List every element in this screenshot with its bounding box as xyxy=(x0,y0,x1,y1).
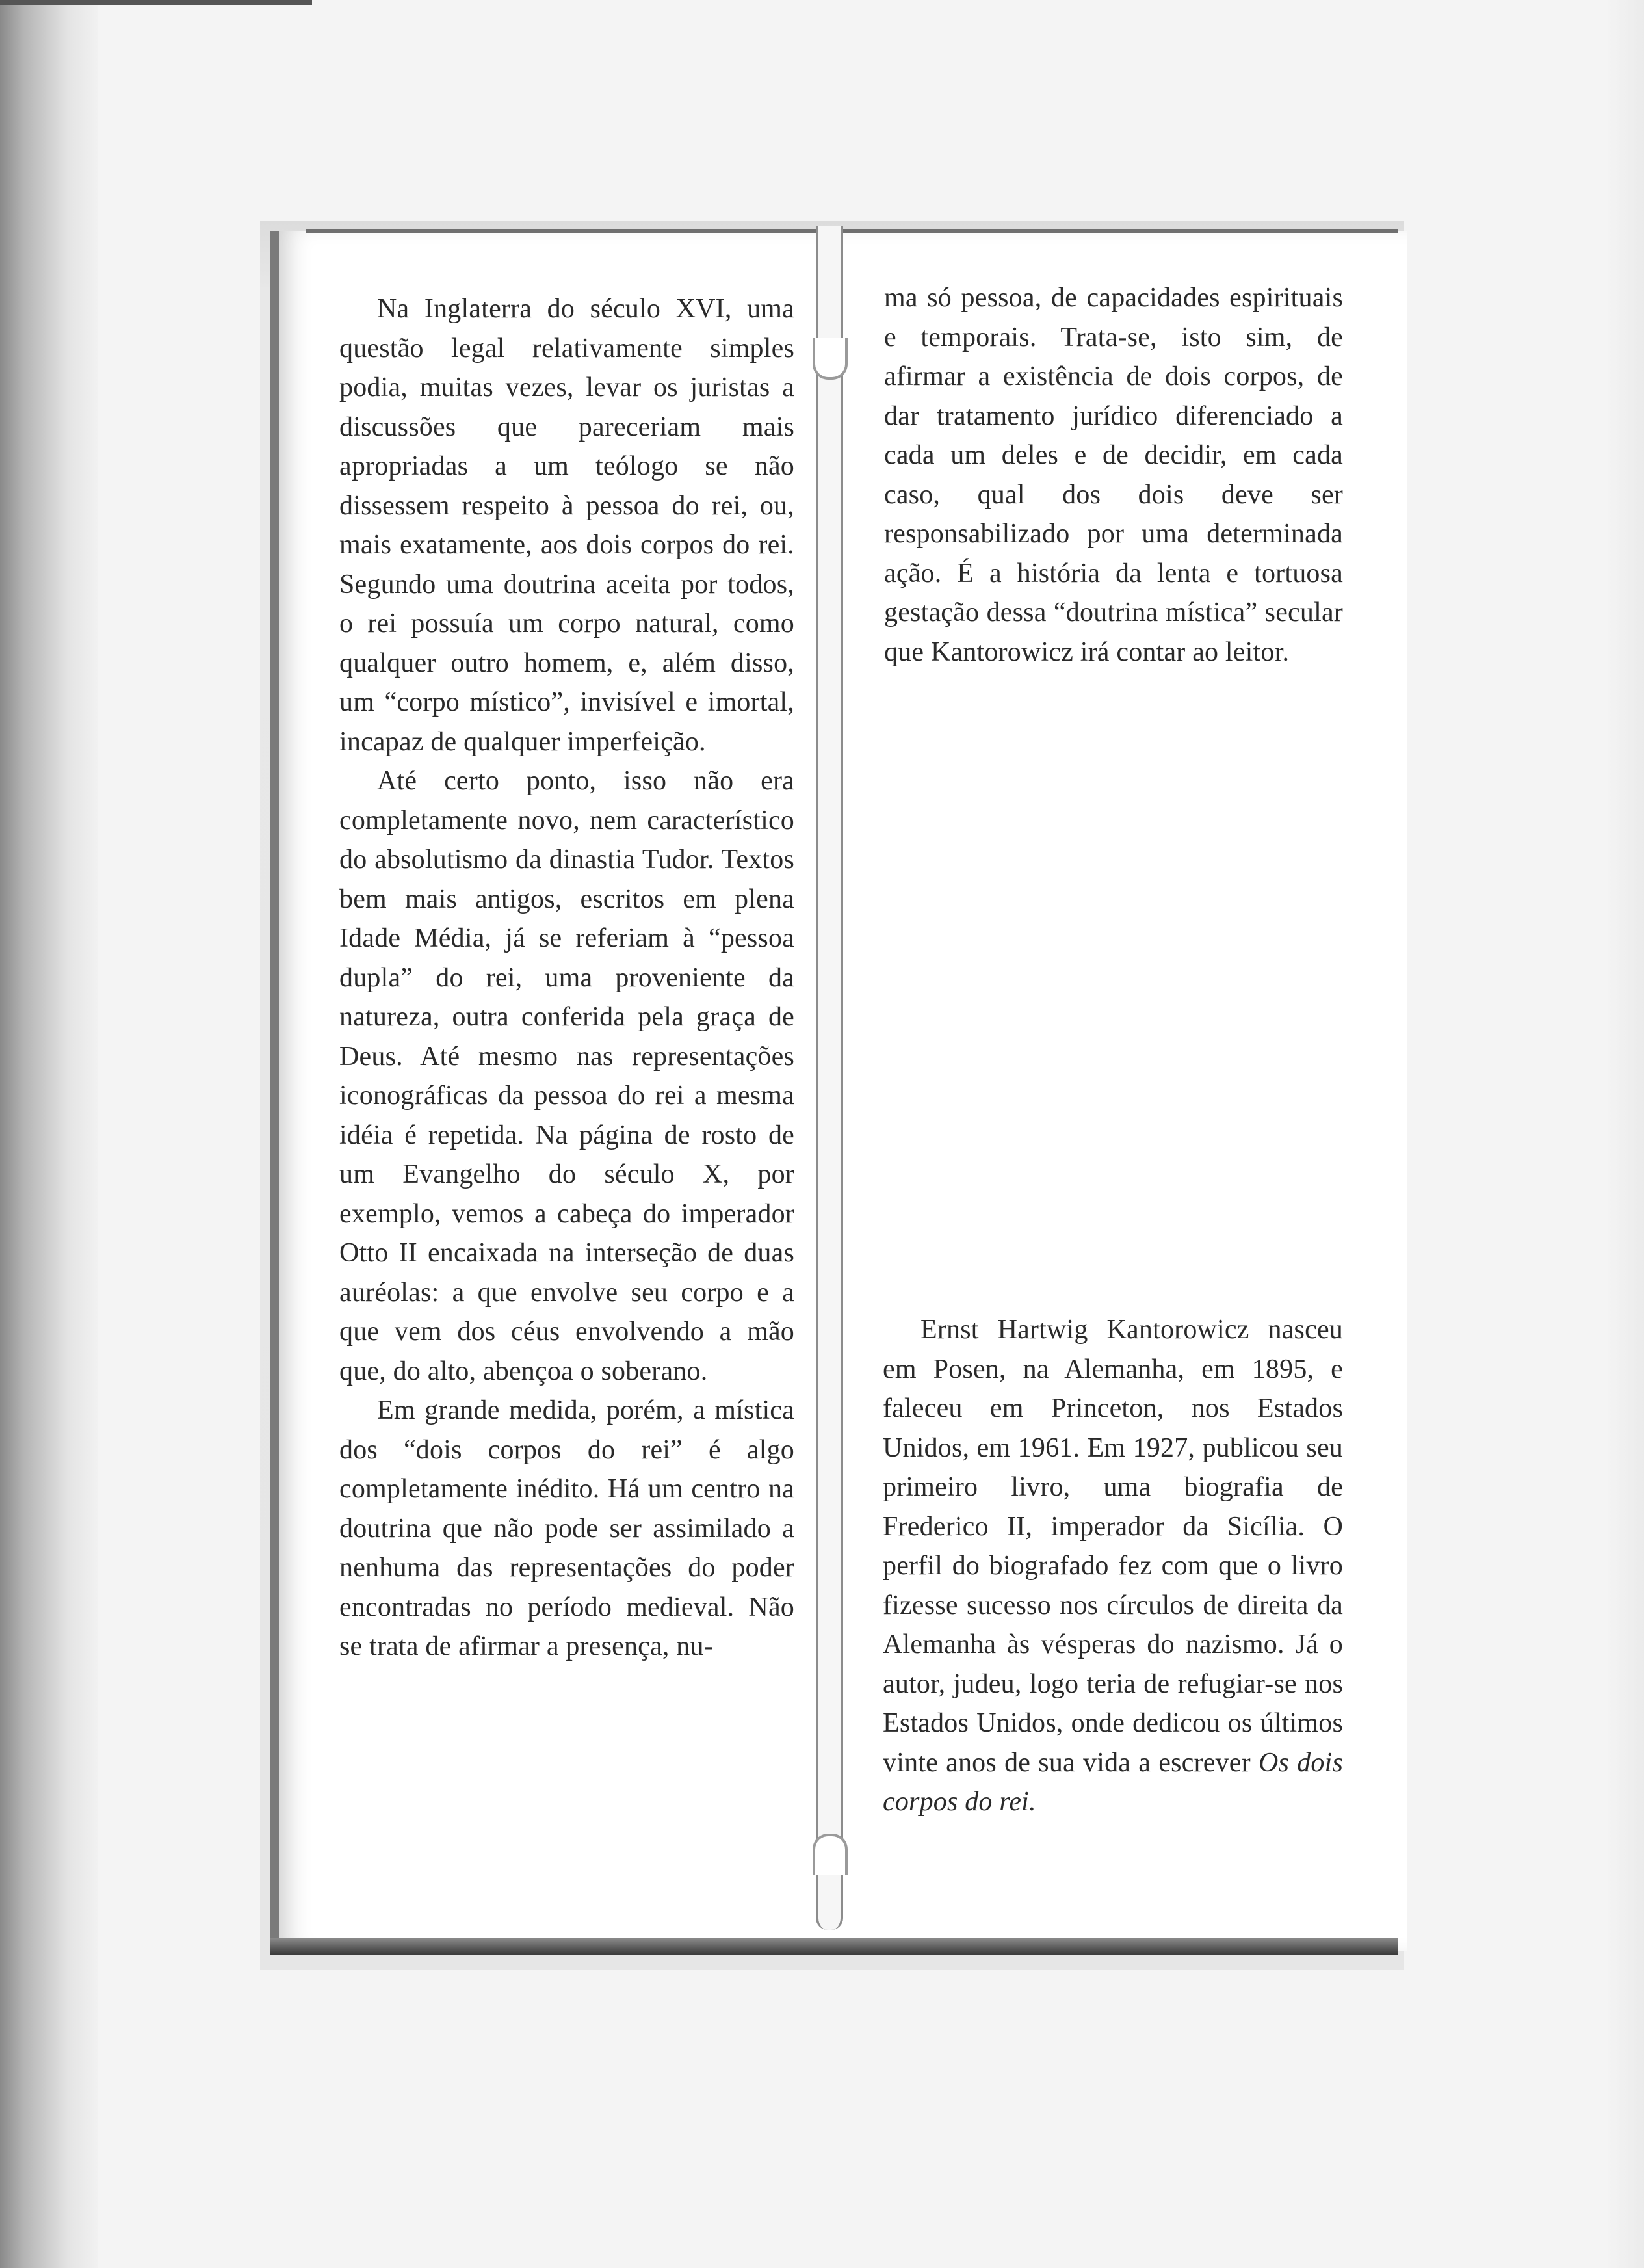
page-bottom-edge xyxy=(270,1938,1398,1955)
paragraph: Em grande medida, porém, a mística dos “dois corpos do rei” é algo completamente inédito. Há um centro na doutrina que não pode ser assimilado a nenhuma das representações do poder encontradas no período medieval. Não se trata de afirmar a presença, nu- xyxy=(339,1395,794,1661)
page-top-edge xyxy=(306,229,1398,233)
spine-notch-top xyxy=(813,338,848,380)
paragraph: Até certo ponto, isso não era completamente novo, nem característico do absolutismo da dinastia Tudor. Textos bem mais antigos, escritos em plena Idade Média, já se referiam à “pessoa dupla” do rei, uma proveniente da natureza, outra conferida pela graça de Deus. Até mesmo nas representações iconográficas da pessoa do rei a mesma idéia é repetida. Na página de rosto de um Evangelho do século X, por exemplo, vemos a cabeça do imperador Otto II encaixada na interseção de duas auréolas: a que envolve seu corpo e a que vem dos céus envolvendo a mão que, do alto, abençoa o soberano. xyxy=(339,766,794,1386)
book-title: Os dois corpos do rei. xyxy=(883,1747,1344,1817)
scan-top-edge xyxy=(0,0,312,5)
paragraph-continuation: ma só pessoa, de capacidades espirituais e temporais. Trata-se, isto sim, de afirmar a existência de dois corpos, de dar tratamento jurídico diferenciado a cada um deles e de decidir, em cada caso, qual dos dois deve ser responsabilizado por uma determinada ação. É a história da lenta e tortuosa gestação dessa “doutrina mística” secular que Kantorowicz irá contar ao leitor. xyxy=(884,283,1343,667)
book-spine-fold xyxy=(816,226,843,1930)
scan-left-shadow xyxy=(0,0,98,2268)
bio-text: Ernst Hartwig Kantorowicz nasceu em Posen, na Alemanha, em 1895, e faleceu em Princeton, nos Estados Unidos, em 1961. Em 1927, publicou seu primeiro livro, uma biografia de Frederico II, imperador da Sicília. O perfil do biografado fez com que o livro fizesse sucesso nos círculos de direita da Alemanha às vésperas do nazismo. Já o autor, judeu, logo teria de refugiar-se nos Estados Unidos, onde dedicou os últimos vinte anos de sua vida a escrever xyxy=(883,1315,1343,1778)
scan-right-margin xyxy=(1605,0,1644,2268)
spine-notch-bottom xyxy=(813,1834,848,1875)
right-text-column xyxy=(884,278,1343,672)
left-text-column xyxy=(339,289,794,1667)
paragraph: Na Inglaterra do século XVI, uma questão legal relativamente simples podia, muitas vezes, levar os juristas a discussões que pareceriam mais apropriadas a um teólogo se não dissessem respeito à pessoa do rei, ou, mais exatamente, aos dois corpos do rei. Segundo uma doutrina aceita por todos, o rei possuía um corpo natural, como qualquer outro homem, e, além disso, um “corpo místico”, invisível e imortal, incapaz de qualquer imperfeição. xyxy=(339,294,794,757)
bio-paragraph xyxy=(883,1310,1343,1822)
author-bio xyxy=(883,1310,1343,1822)
